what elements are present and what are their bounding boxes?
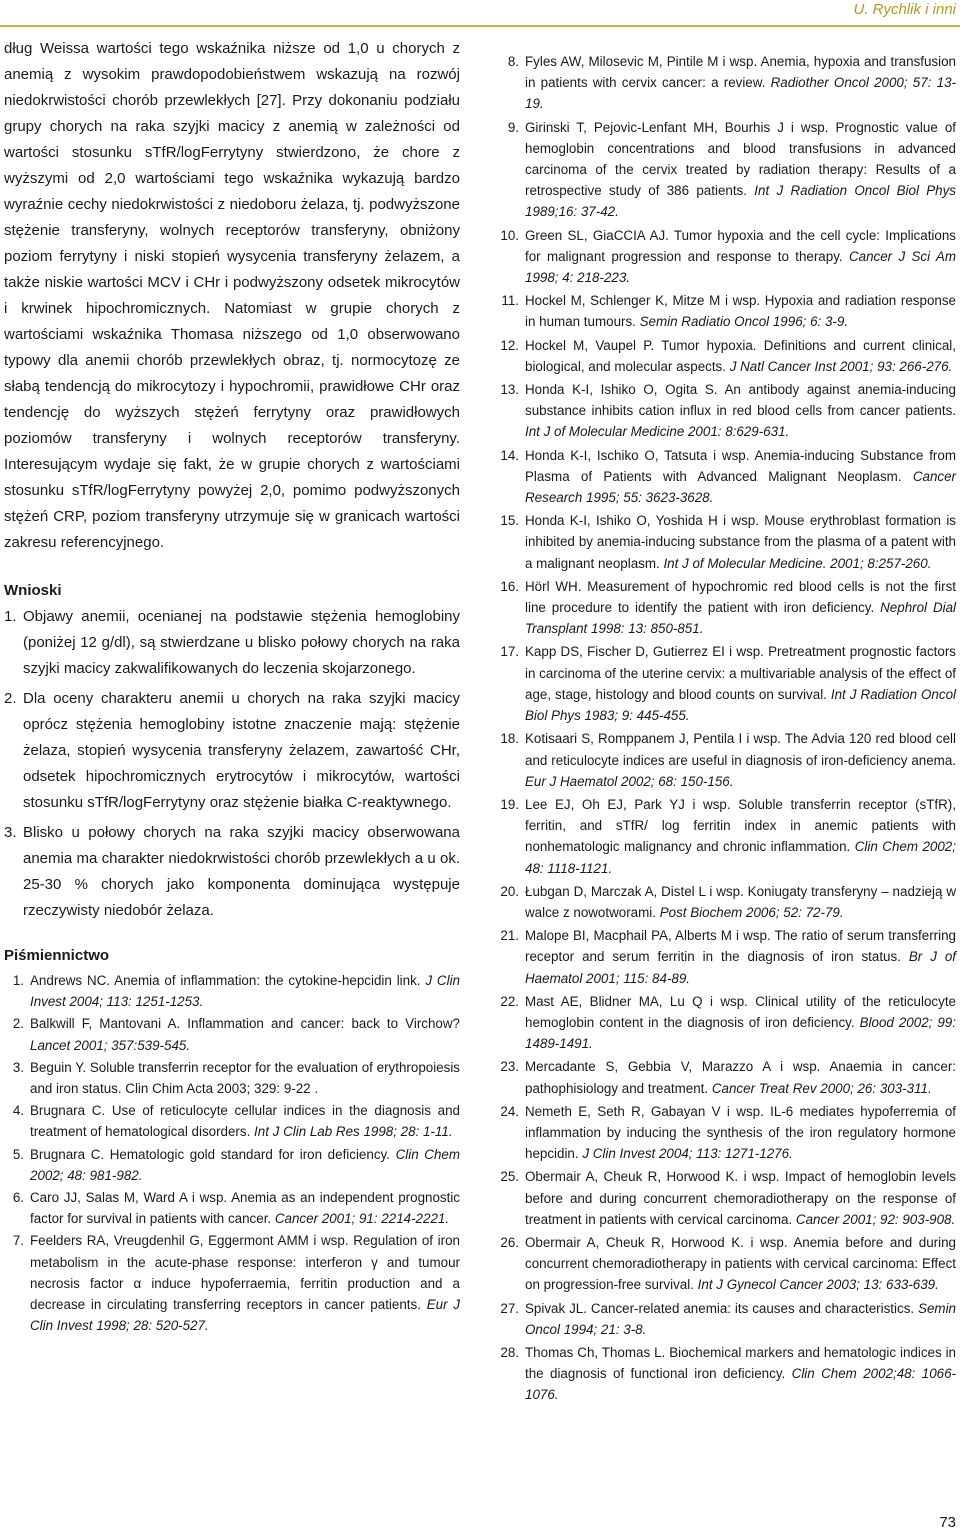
reference-item-journal: Clin Chem 2002; 48: 981-982. [30,1146,460,1183]
reference-item-text: Girinski T, Pejovic-Lenfant MH, Bourhis J i wsp. Prognostic value of hemoglobin concentrations and blood transfusions in advanced carcinoma of the cervix treated by radiation therapy: Results of a retrospective study of 386 patients. [525,119,956,199]
reference-item-text: Honda K-I, Ischiko O, Tatsuta i wsp. Anemia-inducing Substance from Plasma of Patients with Advanced Malignant Neoplasm. [525,447,956,484]
reference-item-number: 5. [12,1146,24,1162]
reference-item-number: 26. [500,1234,519,1250]
reference-item-journal: Int J of Molecular Medicine 2001: 8:629-631. [525,424,790,440]
reference-item-number: 27. [500,1300,519,1316]
conclusion-item-text: Blisko u połowy chorych na raka szyjki macicy obserwowana anemia ma charakter niedokrwistości chorób przewlekłych a u ok. 25-30 % chorych jako komponenta dominująca występuje rzeczywisty niedobór żelaza. [23,824,460,919]
running-header-author: U. Rychlik i inni [853,1,956,18]
left-column [4,36,460,1337]
reference-item [497,1232,956,1296]
reference-item [497,925,956,989]
reference-item-text: Honda K-I, Ishiko O, Ogita S. An antibody against anemia-inducing substance inhibits cation influx in red blood cells from cancer patients. [525,382,956,419]
reference-item-number: 9. [507,119,519,135]
reference-item [4,1187,460,1229]
body-paragraph: dług Weissa wartości tego wskaźnika niższe od 1,0 u chorych z anemią z wysokim prawdopodobieństwem wskazują na rozwój niedokrwistości chorób przewlekłych [27]. Przy dokonaniu podziału grupy chorych na raka szyjki macicy z anemią w zależności od wartości stosunku sTfR/logFerrytyny stwierdzono, że chore z wyższymi od 2,0 wartościami tego wskaźnika wykazują bardzo wyraźnie cechy niedokrwistości z niedoboru żelaza, tj. podwyższone stężenie transferyny, wolnych receptorów transferyny, obniżony poziom ferrytyny i niski stopień wysycenia transferyny żelazem, a także niskie wartości MCV i CHr i podwyższony odsetek mikrocytów i krwinek hipochromicznych. Natomiast w grupie chorych z wartościami wskaźnika Thomasa niższego od 1,0 obserwowano typowy dla anemii chorób przewlekłych obraz, tj. normocytozę ze słabą tendencją do mikrocytozy i hypochromii, prawidłowe CHr oraz tendencję do wyższych stężeń ferrytyny oraz prawidłowych poziomów transferyny i wolnych receptorów transferyny. Interesującym wydaje się fakt, że w grupie chorych z wartościami stosunku sTfR/logFerrytyny powyżej 2,0, pomimo podwyższonych stężeń CRP, poziom transferyny utrzymuje się w granicach wartości zakresu referencyjnego. [4,40,460,551]
reference-item-journal: Int J of Molecular Medicine. 2001; 8:257-260. [663,555,932,571]
conclusion-item-number: 2. [4,690,17,707]
reference-item-text: Mercadante S, Gebbia V, Marazzo A i wsp. Anaemia in cancer: pathophisiology and treatment. [525,1059,956,1096]
reference-item-text: Hockel M, Vaupel P. Tumor hypoxia. Definitions and current clinical, biological, and molecular aspects. [525,337,956,374]
reference-item-text: Brugnara C. Use of reticulocyte cellular indices in the diagnosis and treatment of hematological disorders. [30,1103,460,1140]
reference-item [497,1166,956,1230]
reference-item-journal: Br J of Haematol 2001; 115: 84-89. [525,949,956,986]
reference-item [4,1100,460,1142]
reference-item-text: Honda K-I, Ishiko O, Yoshida H i wsp. Mouse erythroblast formation is inhibited by anemia-inducing substance from the plasma of a patent with a malignant neoplasm. [525,513,956,571]
reference-item-journal: Semin Oncol 1994; 21: 3-8. [525,1300,956,1337]
reference-item-journal: Cancer Research 1995; 55: 3623-3628. [525,468,956,506]
reference-item-text: Mast AE, Blidner MA, Lu Q i wsp. Clinical utility of the reticulocyte hemoglobin content in the diagnosis of iron deficiency. [525,993,956,1030]
reference-item-number: 28. [500,1344,519,1360]
reference-item [497,445,956,509]
reference-item-journal: Lancet 2001; 357:539-545. [30,1037,191,1053]
reference-item-text: Balkwill F, Mantovani A. Inflammation and cancer: back to Virchow? [30,1016,460,1032]
references-list-right [497,51,956,1406]
reference-item [497,576,956,640]
reference-item-text: Obermair A, Cheuk R, Horwood K. i wsp. Impact of hemoglobin levels before and during concurrent chemoradiotherapy on the response of treatment in patients with cervical carcinoma. [525,1169,956,1227]
reference-item-text: Kapp DS, Fischer D, Gutierrez EI i wsp. Pretreatment prognostic factors in carcinoma of the uterine cervix: a multivariable analysis of the effect of age, stage, histology and blood counts on survival. [525,644,956,702]
reference-item-number: 2. [12,1016,24,1032]
reference-item-journal: Cancer J Sci Am 1998; 4: 218-223. [525,248,956,286]
reference-item [497,1101,956,1165]
reference-item [4,1144,460,1186]
reference-item [497,794,956,879]
header-rule [0,25,960,27]
reference-item [497,1298,956,1340]
reference-item-number: 16. [500,578,519,594]
reference-item-number: 23. [500,1059,519,1075]
reference-item-number: 20. [500,883,519,899]
reference-item [497,881,956,923]
reference-item-text: Beguin Y. Soluble transferrin receptor for the evaluation of erythropoiesis and iron status. Clin Chim Acta 2003; 329: 9-22 . [30,1059,460,1097]
references-list-left [4,970,460,1336]
reference-item-number: 17. [500,644,519,660]
conclusion-item [4,686,460,816]
reference-item-text: Łubgan D, Marczak A, Distel L i wsp. Koniugaty transferyny – nadzieją w walce z nowotworami. [525,883,956,920]
reference-item [497,1342,956,1406]
reference-item-number: 8. [507,54,519,69]
reference-item [4,1230,460,1336]
reference-item-journal: Semin Radiatio Oncol 1996; 6: 3-9. [639,314,849,330]
reference-item-text: Feelders RA, Vreugdenhil G, Eggermont AMM i wsp. Regulation of iron metabolism in the acute-phase response: interferon γ and tumour necrosis factor α induce hypoferraemia, ferritin production and a decrease in circulating transferring receptors in cancer patients. [30,1233,460,1313]
reference-item-journal: Nephrol Dial Transplant 1998: 13: 850-851. [525,600,957,637]
reference-item-journal: J Natl Cancer Inst 2001; 93: 266-276. [729,358,953,374]
reference-item-number: 19. [500,796,519,812]
reference-item [497,51,956,115]
reference-item-journal: Int J Gynecol Cancer 2003; 13: 633-639. [697,1277,939,1293]
reference-item-number: 15. [500,513,519,529]
reference-item [4,1057,460,1099]
page-header [0,0,960,24]
reference-item [4,1013,460,1055]
reference-item-text: Brugnara C. Hematologic gold standard for iron deficiency. [30,1146,396,1162]
conclusion-item-text: Objawy anemii, ocenianej na podstawie stężenia hemoglobiny (poniżej 12 g/dl), są stwierdzane u blisko połowy chorych na raka szyjki macicy zakwalifikowanych do leczenia skojarzonego. [23,608,460,677]
reference-item [497,379,956,443]
reference-item [497,117,956,223]
reference-item-number: 21. [500,928,519,944]
reference-item-text: Lee EJ, Oh EJ, Park YJ i wsp. Soluble transferrin receptor (sTfR), ferritin, and sTfR/ log ferritin index in anemic patients with nonhematologic malignancy and chronic inflammation. [525,796,956,855]
reference-item-number: 13. [500,382,519,398]
reference-item-journal: Clin Chem 2002;48: 1066-1076. [525,1366,956,1403]
reference-item-text: Green SL, GiaCCIA AJ. Tumor hypoxia and the cell cycle: Implications for malignant progression and response to therapy. [525,227,956,264]
reference-item-number: 4. [12,1103,24,1119]
reference-item-text: Thomas Ch, Thomas L. Biochemical markers and hematologic indices in the diagnosis of functional iron deficiency. [525,1344,956,1382]
reference-item [497,335,956,377]
reference-item-journal: Radiother Oncol 2000; 57: 13-19. [525,75,956,112]
reference-item-text: Caro JJ, Salas M, Ward A i wsp. Anemia as an independent prognostic factor for survival in patients with cancer. [30,1190,460,1227]
reference-item-number: 14. [500,447,519,463]
reference-item-journal: Cancer Treat Rev 2000; 26: 303-311. [711,1080,932,1096]
reference-item [4,970,460,1012]
conclusions-list [4,604,460,924]
references-title: Piśmiennictwo [4,947,110,964]
reference-item-text: Hörl WH. Measurement of hypochromic red blood cells is not the first line procedure to identify the patient with iron deficiency. [525,578,956,616]
reference-item-text: Fyles AW, Milosevic M, Pintile M i wsp. Anemia, hypoxia and transfusion in patients with cervix cancer: a review. [525,54,956,91]
reference-item-journal: J Clin Invest 2004; 113: 1251-1253. [30,973,460,1010]
reference-item-number: 1. [12,973,24,988]
reference-item-journal: J Clin Invest 2004; 113: 1271-1276. [582,1146,793,1162]
reference-item-text: Andrews NC. Anemia of inflammation: the cytokine-hepcidin link. [30,973,426,988]
reference-item-journal: Cancer 2001; 91: 2214-2221. [274,1211,450,1227]
reference-item-text: Kotisaari S, Romppanem J, Pentila I i wsp. The Advia 120 red blood cell and reticulocyte indices are useful in diagnosis of iron-deficiency anema. [525,731,956,768]
conclusion-item-number: 1. [4,608,17,625]
reference-item-number: 11. [501,293,519,309]
reference-item-number: 3. [12,1059,24,1075]
reference-item-journal: Eur J Haematol 2002; 68: 150-156. [525,773,734,789]
reference-item-number: 25. [500,1169,519,1185]
reference-item [497,991,956,1055]
reference-item [497,225,956,289]
conclusion-item-number: 3. [4,824,17,841]
reference-item-text: Hockel M, Schlenger K, Mitze M i wsp. Hypoxia and radiation response in human tumours. [525,293,956,330]
reference-item-text: Nemeth E, Seth R, Gabayan V i wsp. IL-6 mediates hypoferremia of inflammation by inducing the synthesis of the iron regulatory hormone hepcidin. [525,1103,956,1162]
reference-item [497,1056,956,1098]
reference-item-number: 7. [12,1233,24,1249]
reference-item-text: Spivak JL. Cancer-related anemia: its causes and characteristics. [525,1300,919,1316]
reference-item-number: 10. [500,227,519,243]
reference-item-journal: Post Biochem 2006; 52: 72-79. [659,904,844,920]
conclusion-item [4,604,460,682]
conclusions-title: Wnioski [4,582,62,599]
reference-item-number: 12. [500,337,519,353]
conclusion-item [4,820,460,924]
reference-item [497,641,956,726]
reference-item-number: 22. [500,993,519,1009]
reference-item-journal: Eur J Clin Invest 1998; 28: 520-527. [30,1297,460,1334]
reference-item-journal: Int J Radiation Oncol Biol Phys 1983; 9: 445-455. [525,686,956,724]
reference-item-journal: Clin Chem 2002; 48: 1118-1121. [525,839,956,876]
reference-item-text: Malope BI, Macphail PA, Alberts M i wsp. The ratio of serum transferring receptor and serum ferritin in the diagnosis of iron status. [525,928,956,965]
reference-item [497,510,956,574]
reference-item-journal: Int J Radiation Oncol Biol Phys 1989;16: 37-42. [525,183,956,220]
reference-item-number: 6. [12,1190,24,1206]
reference-item-journal: Int J Clin Lab Res 1998; 28: 1-11. [254,1124,453,1140]
page-number: 73 [939,1514,956,1531]
reference-item-number: 18. [500,731,519,747]
reference-item-journal: Blood 2002; 99: 1489-1491. [525,1014,956,1052]
reference-item-text: Obermair A, Cheuk R, Horwood K. i wsp. Anemia before and during concurrent chemoradiotherapy in patients with cervical carcinoma: Effect on progression-free survival. [525,1234,956,1293]
conclusion-item-text: Dla oceny charakteru anemii u chorych na raka szyjki macicy oprócz stężenia hemoglobiny istotne znaczenie mają: stężenie żelaza, stopień wysycenia transferyny żelazem, zawartość CHr, odsetek hipochromicznych erytrocytów i mikrocytów, wartości stosunku sTfR/logFerrytyny oraz stężenie białka C-reaktywnego. [23,690,460,811]
reference-item [497,290,956,332]
right-column [497,51,956,1408]
reference-item-journal: Cancer 2001; 92: 903-908. [795,1211,956,1227]
reference-item [497,728,956,792]
reference-item-number: 24. [500,1103,519,1119]
